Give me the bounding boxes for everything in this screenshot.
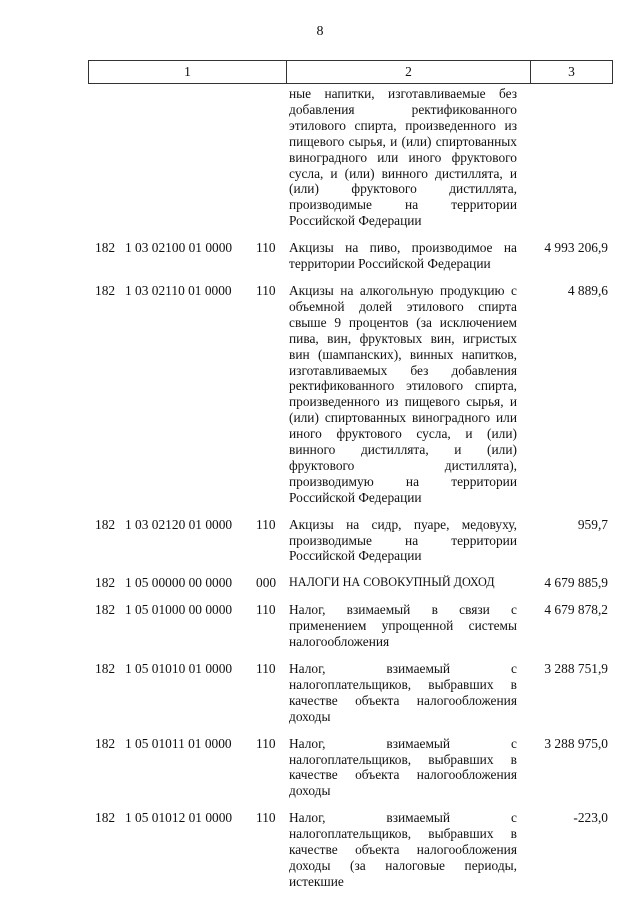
budget-code: 1 05 01010 01 0000 [125, 661, 233, 676]
budget-code: 1 03 02120 01 0000 [125, 516, 233, 532]
admin-code: 182 [95, 602, 116, 618]
admin-code: 182 [95, 810, 116, 826]
admin-code: 182 [95, 282, 116, 298]
table-header [88, 60, 613, 84]
budget-code: 1 05 01012 01 0000 [125, 810, 233, 826]
amount: 4 993 206,9 [544, 240, 608, 256]
column-header-3: 3 [568, 64, 575, 79]
group-code: 110 [256, 282, 276, 298]
revenue-name: Налог, взимаемый с налогоплательщиков, выбравших в качестве объекта налогообложения доходы [289, 661, 517, 724]
budget-code: 1 05 00000 00 0000 [125, 575, 233, 591]
group-code: 110 [256, 735, 276, 751]
revenue-name: Акцизы на сидр, пуаре, медовуху, производимые на территории Российской Федерации [289, 516, 517, 564]
amount: 4 889,6 [567, 282, 608, 298]
column-header-2: 2 [287, 61, 531, 83]
table-row [0, 602, 640, 650]
group-code: 110 [256, 602, 276, 618]
amount: -223,0 [573, 810, 608, 826]
column-header-1: 1 [89, 61, 287, 83]
amount: 959,7 [577, 516, 608, 532]
table-body [0, 84, 640, 890]
page-number: 8 [316, 24, 324, 39]
budget-code: 1 05 01000 00 0000 [125, 602, 233, 618]
table-row [0, 86, 640, 229]
admin-code: 182 [95, 240, 116, 256]
budget-code: 1 03 02110 01 0000 [125, 282, 232, 298]
table-row [0, 736, 640, 800]
table-row [0, 240, 640, 272]
amount: 3 288 751,9 [544, 661, 608, 676]
revenue-name: Налог, взимаемый с налогоплательщиков, выбравших в качестве объекта налогообложения доходы [289, 735, 517, 799]
budget-code: 1 03 02100 01 0000 [125, 240, 233, 256]
revenue-name: НАЛОГИ НА СОВОКУПНЫЙ ДОХОД [289, 575, 495, 590]
budget-code: 1 05 01011 01 0000 [125, 735, 232, 751]
table-row [0, 283, 640, 506]
admin-code: 182 [95, 516, 116, 532]
group-code: 110 [256, 516, 276, 532]
group-code: 110 [256, 661, 276, 676]
table-row [0, 517, 640, 565]
table-row [0, 661, 640, 725]
table-row [0, 810, 640, 890]
revenue-name: Акцизы на алкогольную продукцию с объемной долей этилового спирта свыше 9 процентов (за исключением пива, вин, фруктовых вин, игристых вин (шампанских), винных напитков, изготавливаемых без добавления ректификованного этилового спирта, произведенного из пищевого сырья, и (или) спиртованных виноградного или иного фруктового сусла, и (или) винного дистиллята, и (или) фруктового дистиллята), производимую на территории Российской Федерации [289, 282, 517, 505]
revenue-name: Налог, взимаемый с налогоплательщиков, выбравших в качестве объекта налогообложения доходы (за налоговые периоды, истекшие [289, 810, 517, 889]
revenue-name: ные напитки, изготавливаемые без добавления ректификованного этилового спирта, произведенного из пищевого сырья, и (или) спиртованных виноградного или иного фруктового сусла, и (или) винного дистиллята, и (или) фруктового дистиллята, производимые на территории Российской Федерации [289, 86, 517, 229]
group-code: 000 [256, 575, 277, 591]
admin-code: 182 [95, 735, 116, 751]
amount: 3 288 975,0 [544, 735, 608, 751]
table-row [0, 575, 640, 591]
admin-code: 182 [95, 575, 116, 591]
group-code: 110 [256, 810, 276, 826]
group-code: 110 [256, 240, 276, 256]
amount: 4 679 885,9 [544, 575, 608, 591]
amount: 4 679 878,2 [544, 602, 608, 618]
revenue-name: Налог, взимаемый в связи с применением упрощенной системы налогообложения [289, 602, 517, 650]
revenue-name: Акцизы на пиво, производимое на территории Российской Федерации [289, 240, 517, 272]
admin-code: 182 [95, 661, 116, 676]
